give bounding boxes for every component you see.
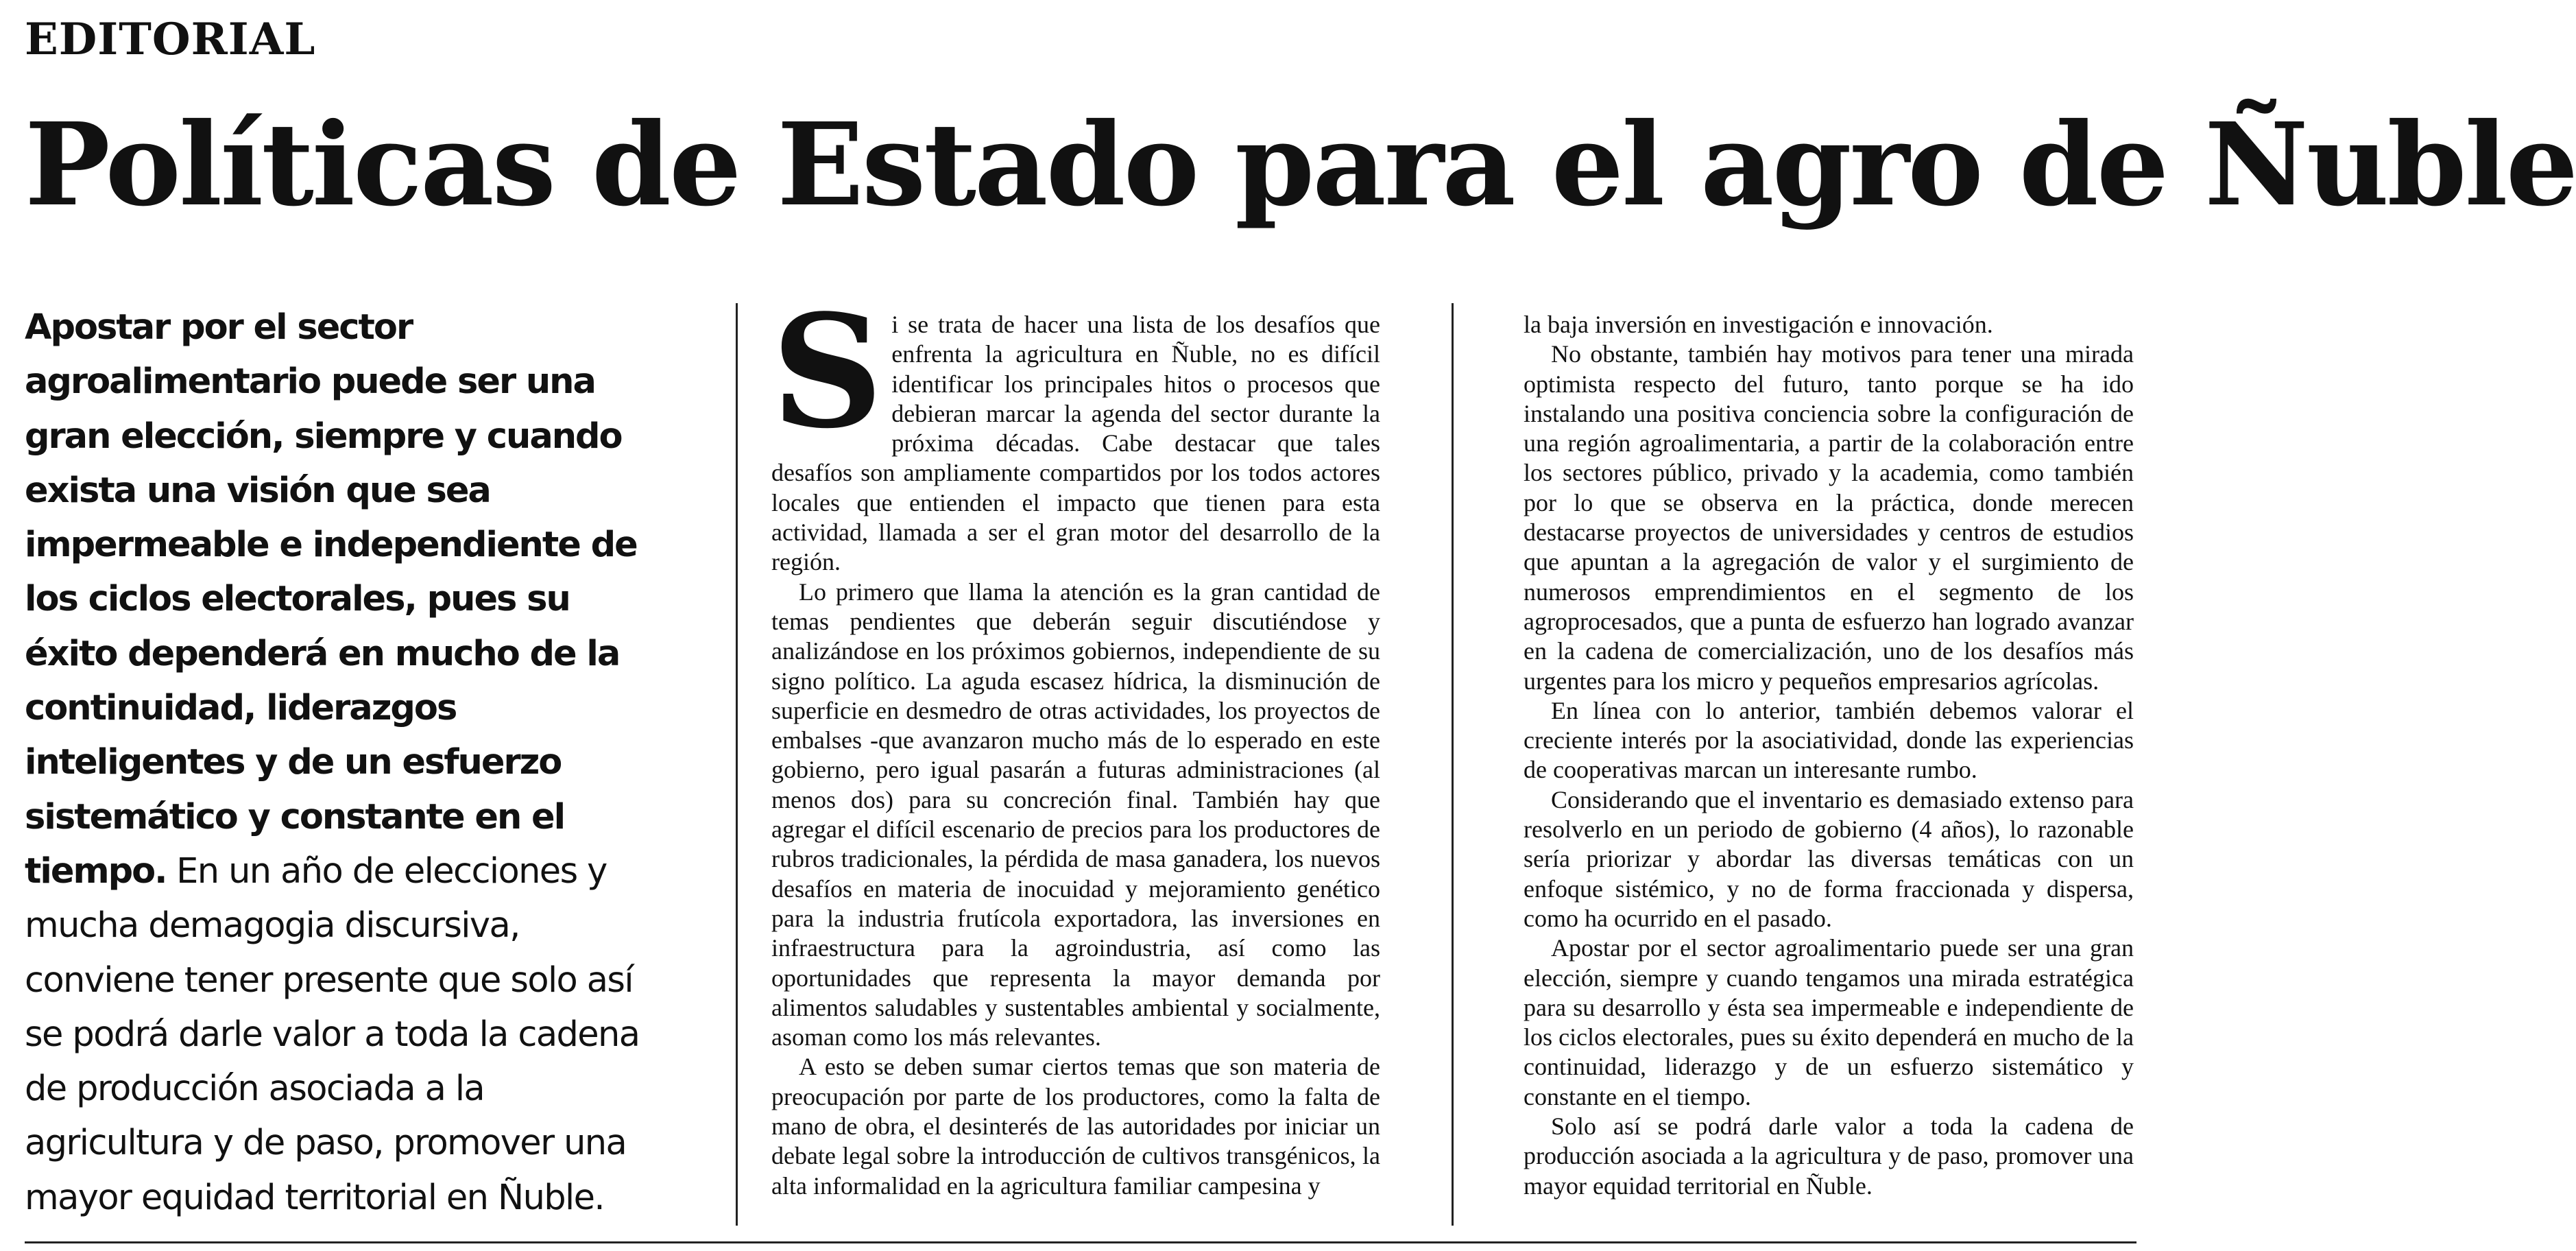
body-paragraph-continued: la baja inversión en investigación e innovación.	[1524, 311, 1993, 338]
summary-lead	[25, 300, 669, 1225]
body-column-middle	[771, 281, 1380, 1229]
bottom-rule	[25, 1241, 2136, 1243]
body-column-right	[1524, 310, 2134, 1229]
body-paragraph: No obstante, también hay motivos para tener una mirada optimista respecto del futuro, tanto porque se ha ido instalando una positiva conciencia sobre la configuración de una región agroalimentaria, a partir de la colaboración entre los sectores público, privado y la academia, como también por lo que se observa en la práctica, donde merecen destacarse proyectos de universidades y centros de estudios que apuntan a la agregación de valor y el surgimiento de numerosos emprendimientos en el segmento de los agroprocesados, que a punta de esfuerzo han logrado avanzar en la cadena de comercialización, uno de los desafíos más urgentes para los micro y pequeños empresarios agrícolas.	[1524, 340, 2134, 695]
body-paragraph: En línea con lo anterior, también debemos valorar el creciente interés por la asociatividad, donde las experiencias de cooperativas marcan un interesante rumbo.	[1524, 696, 2134, 784]
headline: Políticas de Estado para el agro de Ñuble	[25, 98, 2576, 232]
summary-bold-text: Apostar por el sector agroalimentario puede ser una gran elección, siempre y cuando exista una visión que sea impermeable e independiente de los ciclos electorales, pues su éxito dependerá en mucho de la continuidad, liderazgos inteligentes y de un esfuerzo sistemático y constante en el tiempo.	[25, 307, 637, 892]
body-paragraph: Solo así se podrá darle valor a toda la cadena de producción asociada a la agricultura y de paso, promover una mayor equidad territorial en Ñuble.	[1524, 1112, 2134, 1200]
body-paragraph	[771, 281, 1380, 577]
body-paragraph: A esto se deben sumar ciertos temas que son materia de preocupación por parte de los productores, como la falta de mano de obra, el desinterés de las autoridades por iniciar un debate legal sobre la introducción de cultivos transgénicos, la alta informalidad en la agricultura familiar campesina y	[771, 1053, 1380, 1200]
body-paragraph-text: i se trata de hacer una lista de los desafíos que enfrenta la agricultura en Ñuble, no es difícil identificar los principales hitos o procesos que debieran marcar la agenda del sector durante la próxima décadas. Cabe destacar que tales desafíos son ampliamente compartidos por los todos actores locales que entienden el impacto que tienen para esta actividad, llamada a ser el gran motor del desarrollo de la región.	[771, 311, 1380, 576]
body-paragraph: Considerando que el inventario es demasiado extenso para resolverlo en un periodo de gobierno (4 años), lo razonable sería priorizar y abordar las diversas temáticas con un enfoque sistémico, y no de forma fraccionada y dispersa, como ha ocurrido en el pasado.	[1524, 785, 2134, 932]
body-paragraph: Apostar por el sector agroalimentario puede ser una gran elección, siempre y cuando tengamos una mirada estratégica para su desarrollo y ésta sea impermeable e independiente de los ciclos electorales, pues su éxito dependerá en mucho de la continuidad, liderazgo y de un esfuerzo sistemático y constante en el tiempo.	[1524, 934, 2134, 1110]
body-paragraph: Lo primero que llama la atención es la gran cantidad de temas pendientes que deberán seguir discutiéndose y analizándose en los próximos gobiernos, independiente de su signo político. La aguda escasez hídrica, la disminución de superficie en desmedro de otras actividades, los proyectos de embalses -que avanzaron mucho más de lo esperado en este gobierno, pero igual pasarán a futuras administraciones (al menos dos) para su concreción final. También hay que agregar el difícil escenario de precios para los productores de rubros tradicionales, la pérdida de masa ganadera, los nuevos desafíos en materia de inocuidad y mejoramiento genético para la industria frutícola exportadora, las inversiones en infraestructura para la agroindustria, así como las oportunidades que representa la mayor demanda por alimentos saludables y sustentables ambiental y socialmente, asoman como los más relevantes.	[771, 577, 1380, 1051]
column-divider	[736, 303, 738, 1226]
column-divider	[1452, 303, 1454, 1226]
summary-regular-text: En un año de elecciones y mucha demagogia discursiva, conviene tener presente que solo así se podrá darle valor a toda la cadena de producción asociada a la agricultura y de paso, promover una mayor equidad territorial en Ñuble.	[25, 850, 640, 1218]
drop-cap: S	[771, 281, 884, 463]
section-label: EDITORIAL	[25, 14, 316, 65]
